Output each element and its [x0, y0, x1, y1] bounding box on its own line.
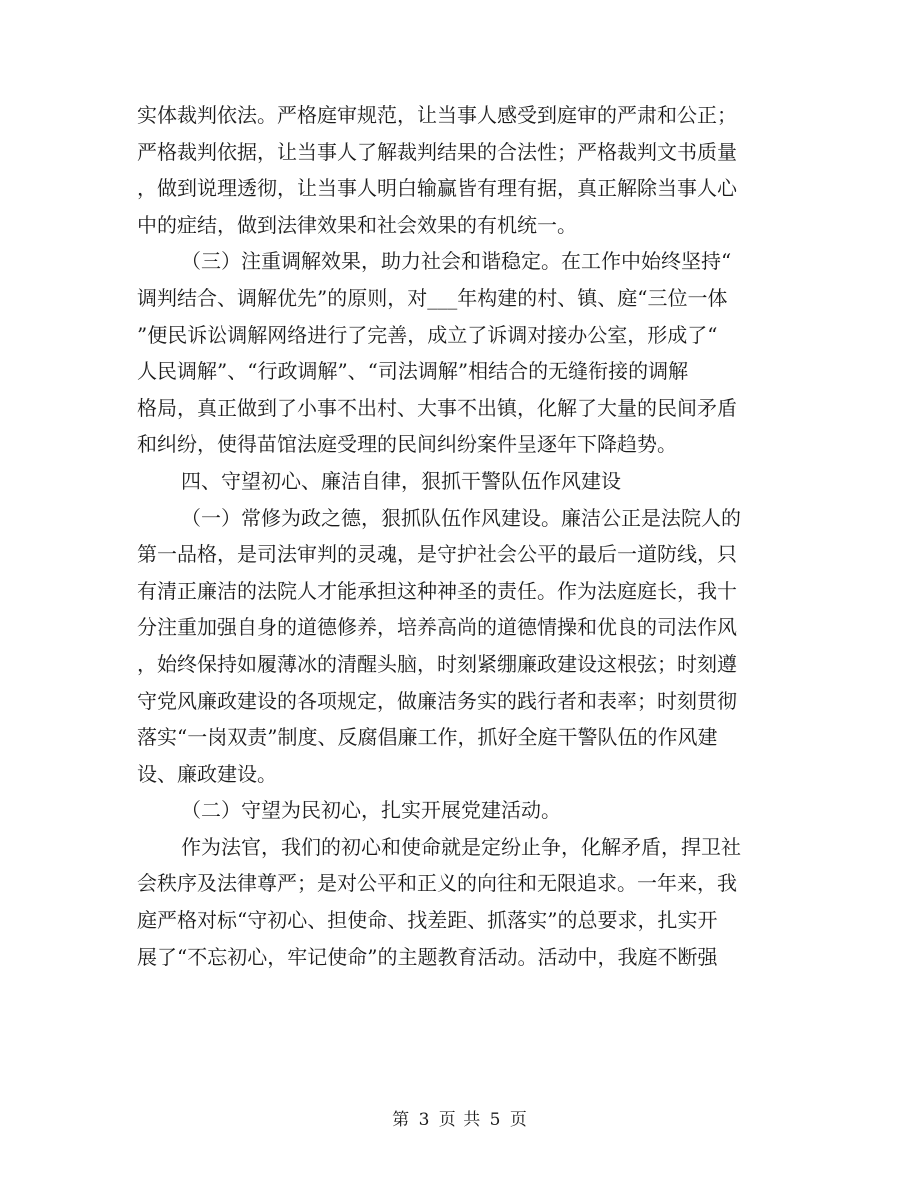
document-body — [137, 97, 787, 975]
page-footer — [0, 1108, 920, 1132]
text-line: 严格裁判依据，让当事人了解裁判结果的合法性；严格裁判文书质量 — [137, 139, 737, 164]
total-pages-number: 5 — [489, 1110, 502, 1130]
text-line: 格局，真正做到了小事不出村、大事不出镇，化解了大量的民间矛盾 — [137, 395, 737, 420]
text-line: 分注重加强自身的道德修养，培养高尚的道德情操和优良的司法作风 — [137, 615, 737, 640]
text-line: 有清正廉洁的法院人才能承担这种神圣的责任。作为法庭庭长，我十 — [137, 578, 737, 603]
text-line: 设、廉政建设。 — [137, 761, 277, 786]
text-line: 人民调解”、“行政调解”、“司法调解”相结合的无缝衔接的调解 — [137, 359, 689, 384]
text-line: （二）守望为民初心，扎实开展党建活动。 — [181, 798, 561, 823]
text-line: 和纠纷，使得苗馆法庭受理的民间纠纷案件呈逐年下降趋势。 — [137, 432, 677, 457]
text-line: 守党风廉政建设的各项规定，做廉洁务实的践行者和表率；时刻贯彻 — [137, 688, 737, 713]
page-label-mid: 页 共 — [438, 1110, 482, 1130]
text-line: 实体裁判依法。严格庭审规范，让当事人感受到庭审的严肃和公正； — [137, 103, 737, 127]
text-line: ，做到说理透彻，让当事人明白输赢皆有理有据，真正解除当事人心 — [137, 176, 737, 201]
text-line: 庭严格对标“守初心、担使命、找差距、抓落实”的总要求，扎实开 — [137, 908, 718, 933]
text-line: 作为法官，我们的初心和使命就是定纷止争，化解矛盾，捍卫社 — [181, 834, 741, 859]
current-page-number: 3 — [418, 1110, 431, 1130]
page-label-suffix: 页 — [509, 1110, 528, 1130]
page-label-prefix: 第 — [392, 1110, 411, 1130]
text-line: 第一品格，是司法审判的灵魂，是守护社会公平的最后一道防线，只 — [137, 542, 737, 567]
text-line: 落实“一岗双责”制度、反腐倡廉工作，抓好全庭干警队伍的作风建 — [137, 725, 718, 750]
section-heading: 四、守望初心、廉洁自律，狠抓干警队伍作风建设 — [181, 468, 621, 493]
text-line: ，始终保持如履薄冰的清醒头脑，时刻紧绷廉政建设这根弦；时刻遵 — [137, 651, 737, 676]
text-line: 展了“不忘初心，牢记使命”的主题教育活动。活动中，我庭不断强 — [137, 944, 718, 969]
text-line: 调判结合、调解优先”的原则，对___年构建的村、镇、庭“三位一体 — [137, 285, 728, 310]
text-line: （三）注重调解效果，助力社会和谐稳定。在工作中始终坚持“ — [181, 249, 732, 274]
text-line: 中的症结，做到法律效果和社会效果的有机统一。 — [137, 212, 577, 237]
text-line: 会秩序及法律尊严；是对公平和正义的向往和无限追求。一年来，我 — [137, 871, 737, 896]
text-line: （一）常修为政之德，狠抓队伍作风建设。廉洁公正是法院人的 — [181, 505, 741, 530]
text-line: ”便民诉讼调解网络进行了完善，成立了诉调对接办公室，形成了“ — [137, 322, 718, 347]
